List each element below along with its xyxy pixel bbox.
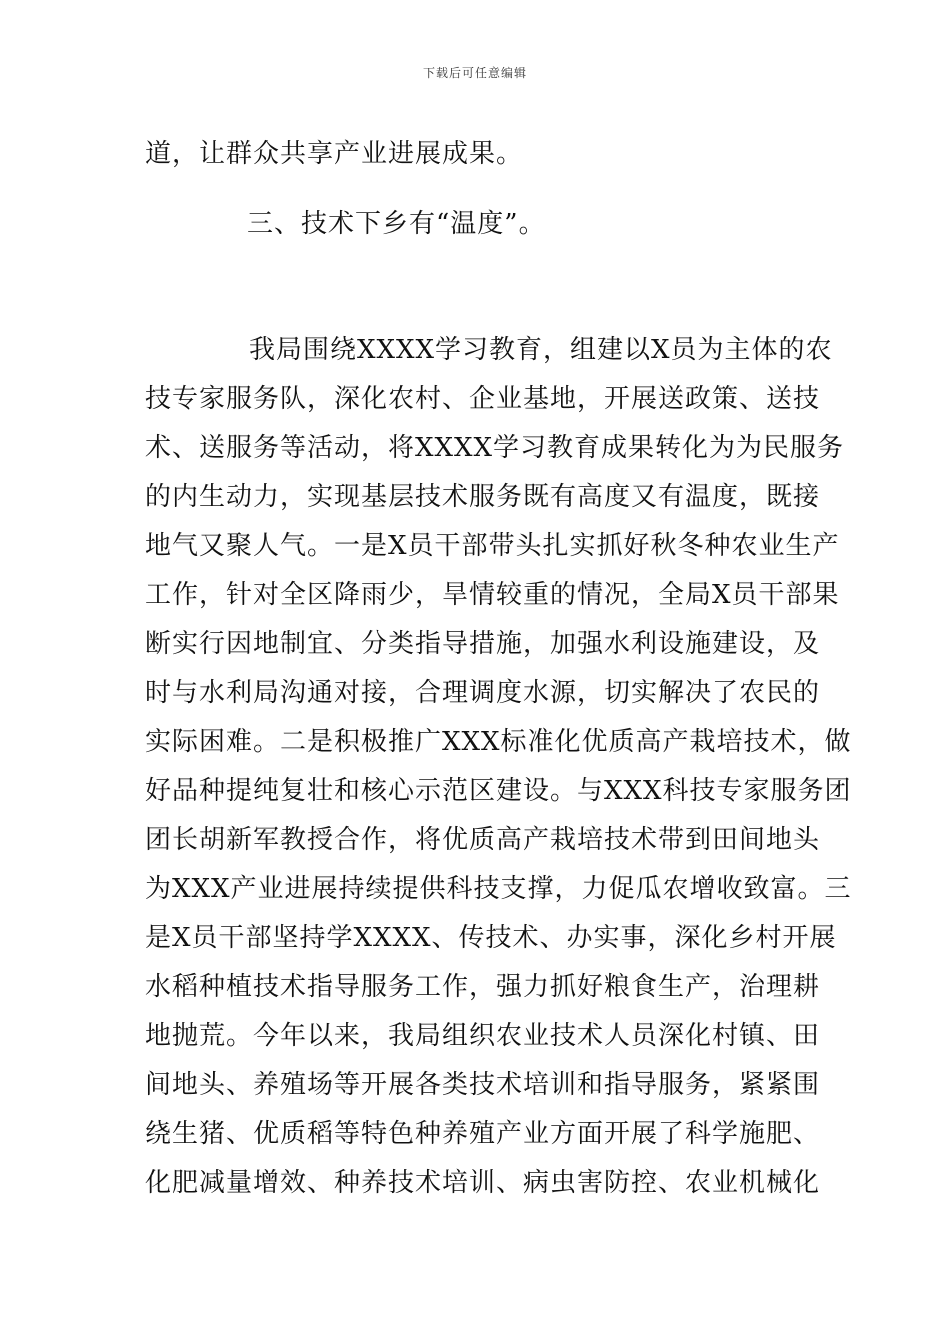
text-line: 地抛荒。今年以来，我局组织农业技术人员深化村镇、田 (145, 1021, 821, 1051)
text-line: 实际困难。二是积极推广XXX标准化优质高产栽培技术，做 (145, 727, 852, 757)
text-line: 是X员干部坚持学XXXX、传技术、办实事，深化乡村开展 (145, 923, 837, 953)
text-line: 团长胡新军教授合作，将优质高产栽培技术带到田间地头 (145, 825, 821, 855)
text-line: 我局围绕XXXX学习教育，组建以X员为主体的农 (249, 335, 833, 365)
text-line: 好品种提纯复壮和核心示范区建设。与XXX科技专家服务团 (145, 776, 852, 806)
text-line: 技专家服务队，深化农村、企业基地，开展送政策、送技 (145, 384, 821, 414)
text-line: 化肥减量增效、种养技术培训、病虫害防控、农业机械化 (145, 1168, 821, 1198)
text-line: 水稻种植技术指导服务工作，强力抓好粮食生产，治理耕 (145, 972, 821, 1002)
text-line: 术、送服务等活动，将XXXX学习教育成果转化为为民服务 (145, 433, 845, 463)
text-line: 断实行因地制宜、分类指导措施，加强水利设施建设，及 (145, 629, 821, 659)
text-line: 时与水利局沟通对接，合理调度水源，切实解决了农民的 (145, 678, 821, 708)
text-line: 的内生动力，实现基层技术服务既有高度又有温度，既接 (145, 482, 821, 512)
text-line: 工作，针对全区降雨少，旱情较重的情况，全局X员干部果 (145, 580, 840, 610)
page-header: 下载后可任意编辑 (422, 66, 527, 80)
text-line: 间地头、养殖场等开展各类技术培训和指导服务，紧紧围 (145, 1070, 821, 1100)
text-line: 道，让群众共享产业进展成果。 (145, 139, 524, 169)
text-line: 绕生猪、优质稻等特色种养殖产业方面开展了科学施肥、 (145, 1119, 821, 1149)
text-line: 地气又聚人气。一是X员干部带头扎实抓好秋冬种农业生产 (145, 531, 840, 561)
paragraph-main (145, 326, 852, 1208)
paragraph-continuation (145, 130, 811, 179)
section-heading: 三、技术下乡有“温度”。 (247, 209, 546, 239)
text-line: 为XXX产业进展持续提供科技支撑，力促瓜农增收致富。三 (145, 874, 852, 904)
